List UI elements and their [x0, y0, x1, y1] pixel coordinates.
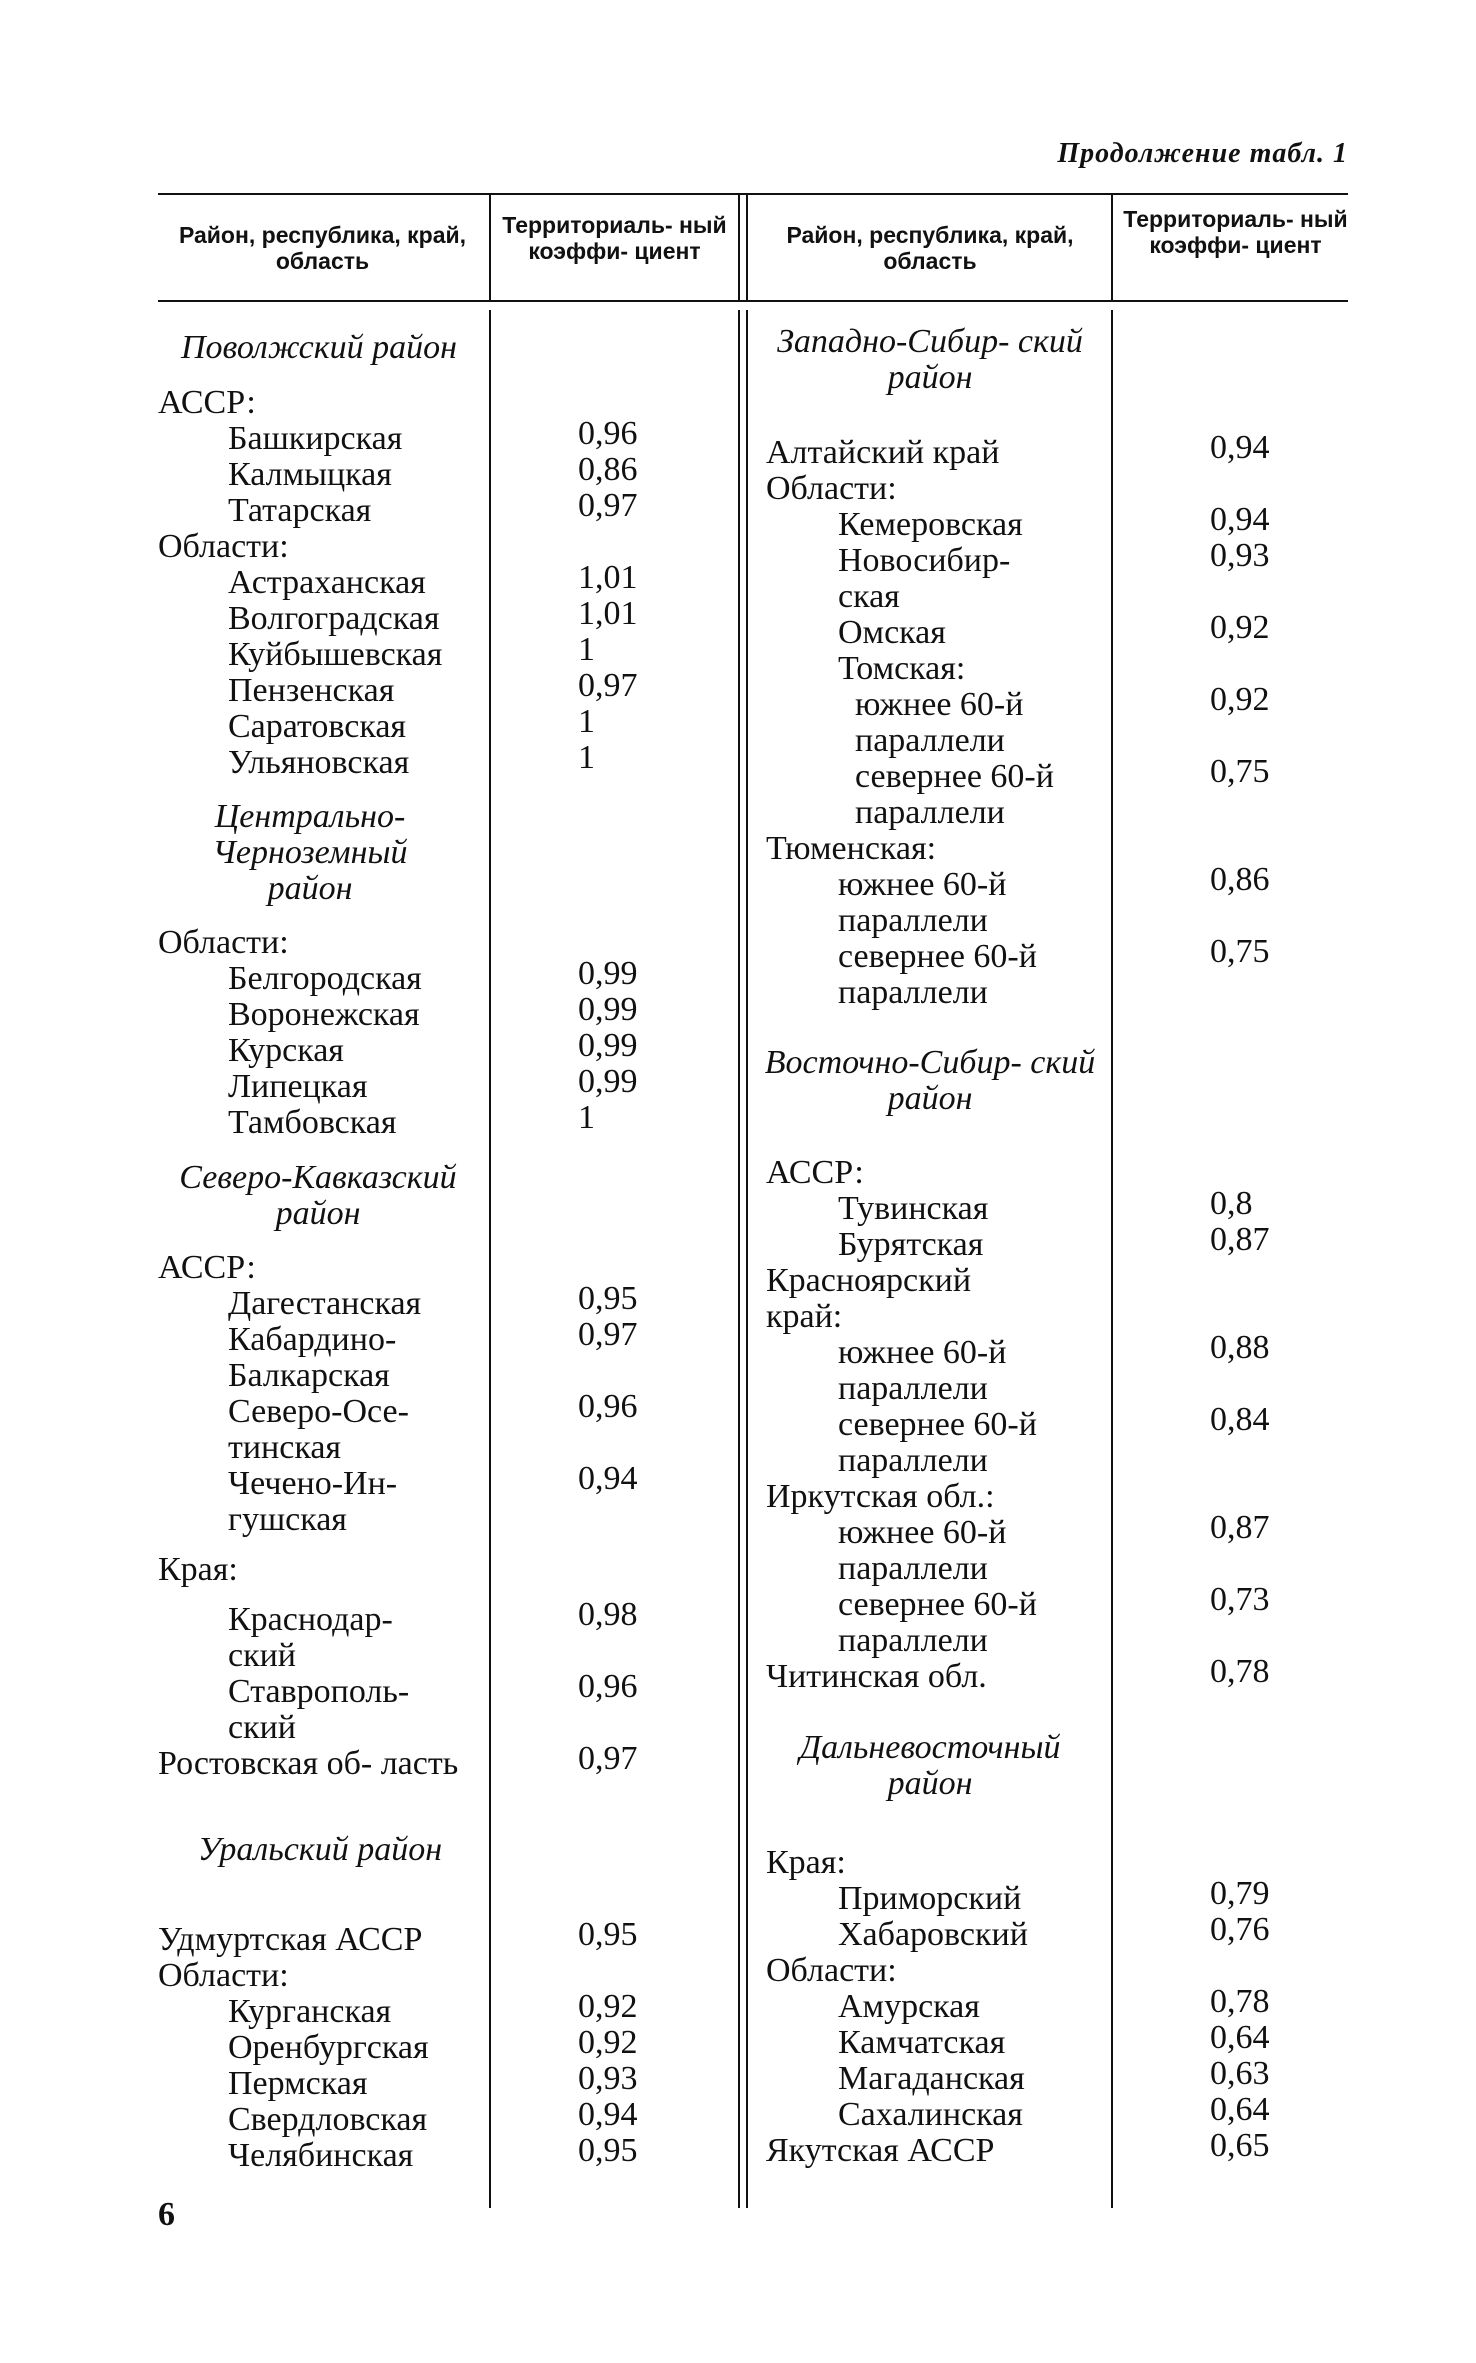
header-divider-left — [489, 193, 491, 300]
row-lipetsk: Липецкая — [228, 1068, 368, 1105]
row-tatar: Татарская — [228, 492, 372, 529]
row-north-ossetia: Северо-Осе- тинская — [228, 1393, 409, 1466]
value-kursk: 0,99 — [578, 1027, 638, 1064]
row-kabardino: Кабардино- Балкарская — [228, 1321, 397, 1394]
row-tambov: Тамбовская — [228, 1104, 397, 1141]
header-region-left: Район, республика, край, область — [178, 222, 467, 274]
header-divider-middle-a — [738, 193, 740, 300]
row-orenburg: Оренбургская — [228, 2029, 429, 2066]
section-fe-title: Дальневосточный район — [799, 1729, 1061, 1802]
ws-oblasti-label: Области: — [766, 470, 897, 507]
row-kemerovo: Кемеровская — [838, 506, 1023, 543]
header-coef-right: Территориаль- ный коэффи- циент — [1123, 206, 1348, 258]
value-saratov: 1 — [578, 703, 595, 740]
value-magadan: 0,63 — [1210, 2055, 1270, 2092]
row-irkutsk-north: севернее 60-й параллели — [838, 1586, 1037, 1659]
value-chita: 0,78 — [1210, 1653, 1270, 1690]
value-tyumen-north: 0,75 — [1210, 933, 1270, 970]
row-kuibyshev: Куйбышевская — [228, 636, 443, 673]
row-primorsky: Приморский — [838, 1880, 1022, 1917]
value-ulyanovsk: 1 — [578, 739, 595, 776]
row-bashkir: Башкирская — [228, 420, 403, 457]
row-kurgan: Курганская — [228, 1993, 392, 2030]
value-omsk: 0,92 — [1210, 609, 1270, 646]
value-voronezh: 0,99 — [578, 991, 638, 1028]
value-volgograd: 1,01 — [578, 595, 638, 632]
row-voronezh: Воронежская — [228, 996, 420, 1033]
header-coef-left: Территориаль- ный коэффи- циент — [502, 212, 727, 264]
row-altai: Алтайский край — [766, 434, 1000, 471]
value-tomsk-north: 0,75 — [1210, 753, 1270, 790]
row-perm: Пермская — [228, 2065, 368, 2102]
value-tyumen-south: 0,86 — [1210, 861, 1270, 898]
irkutsk-label: Иркутская обл.: — [766, 1478, 995, 1515]
value-tambov: 1 — [578, 1099, 595, 1136]
section-es-title: Восточно-Сибир- ский район — [764, 1044, 1096, 1117]
row-tomsk-south: южнее 60-й параллели — [855, 686, 1024, 759]
value-kurgan: 0,92 — [578, 1988, 638, 2025]
section-nc-title: Северо-Кавказский район — [179, 1159, 457, 1232]
row-krasnoyarsk-north: севернее 60-й параллели — [838, 1406, 1037, 1479]
row-kamchatka: Камчатская — [838, 2024, 1006, 2061]
table-caption: Продолжение табл. 1 — [1057, 138, 1348, 169]
krasnoyarsk-label: Красноярский край: — [766, 1262, 972, 1335]
row-chelyabinsk: Челябинская — [228, 2137, 414, 2174]
row-tomsk-north: севернее 60-й параллели — [855, 758, 1054, 831]
row-volgograd: Волгоградская — [228, 600, 440, 637]
header-divider-right — [1111, 193, 1113, 300]
header-divider-middle-b — [746, 193, 748, 300]
ural-oblasti-label: Области: — [158, 1957, 289, 1994]
table-header-rule — [158, 300, 1348, 302]
value-krasnoyarsk-north: 0,84 — [1210, 1401, 1270, 1438]
tomsk-label: Томская: — [838, 650, 966, 687]
row-rostov: Ростовская об- ласть — [158, 1745, 459, 1782]
value-tuva: 0,8 — [1210, 1185, 1253, 1222]
value-krasnoyarsk-south: 0,88 — [1210, 1329, 1270, 1366]
row-kursk: Курская — [228, 1032, 344, 1069]
value-irkutsk-south: 0,87 — [1210, 1509, 1270, 1546]
column-divider-middle-a — [738, 310, 740, 2208]
value-orenburg: 0,92 — [578, 2024, 638, 2061]
row-novosibirsk: Новосибир- ская — [838, 542, 1011, 615]
fe-kraya-label: Края: — [766, 1844, 846, 1881]
value-tatar: 0,97 — [578, 487, 638, 524]
value-stavropol: 0,96 — [578, 1668, 638, 1705]
fe-oblasti-label: Области: — [766, 1952, 897, 1989]
value-primorsky: 0,79 — [1210, 1875, 1270, 1912]
value-astrakhan: 1,01 — [578, 559, 638, 596]
value-chelyabinsk: 0,95 — [578, 2132, 638, 2169]
section-cche-title: Центрально- Черноземный район — [212, 798, 408, 907]
es-assr-label: АССР: — [766, 1154, 864, 1191]
row-penza: Пензенская — [228, 672, 395, 709]
row-astrakhan: Астраханская — [228, 564, 426, 601]
value-irkutsk-north: 0,73 — [1210, 1581, 1270, 1618]
row-ulyanovsk: Ульяновская — [228, 744, 410, 781]
value-novosibirsk: 0,93 — [1210, 537, 1270, 574]
value-krasnodar: 0,98 — [578, 1596, 638, 1633]
row-chechen-ingush: Чечено-Ин- гушская — [228, 1465, 398, 1538]
row-omsk: Омская — [838, 614, 946, 651]
value-buryat: 0,87 — [1210, 1221, 1270, 1258]
value-udmurt: 0,95 — [578, 1916, 638, 1953]
row-khabarovsk: Хабаровский — [838, 1916, 1028, 1953]
cche-oblasti-label: Области: — [158, 924, 289, 961]
section-volga-title: Поволжский район — [181, 329, 457, 366]
row-amur: Амурская — [838, 1988, 980, 2025]
value-kalmyk: 0,86 — [578, 451, 638, 488]
value-north-ossetia: 0,96 — [578, 1388, 638, 1425]
value-penza: 0,97 — [578, 667, 638, 704]
table-top-rule — [158, 193, 1348, 195]
value-kemerovo: 0,94 — [1210, 501, 1270, 538]
row-krasnoyarsk-south: южнее 60-й параллели — [838, 1334, 1007, 1407]
value-perm: 0,93 — [578, 2060, 638, 2097]
header-region-right: Район, республика, край, область — [786, 222, 1074, 274]
section-ws-title: Западно-Сибир- ский район — [777, 323, 1083, 396]
row-saratov: Саратовская — [228, 708, 407, 745]
row-sakhalin: Сахалинская — [838, 2096, 1023, 2133]
column-divider-middle-b — [746, 310, 748, 2208]
value-kabardino: 0,97 — [578, 1316, 638, 1353]
volga-assr-label: АССР: — [158, 384, 256, 421]
tyumen-label: Тюменская: — [766, 830, 937, 867]
value-tomsk-south: 0,92 — [1210, 681, 1270, 718]
row-udmurt: Удмуртская АССР — [158, 1921, 423, 1958]
value-khabarovsk: 0,76 — [1210, 1911, 1270, 1948]
value-belgorod: 0,99 — [578, 955, 638, 992]
row-yakut: Якутская АССР — [766, 2132, 995, 2169]
row-dagestan: Дагестанская — [228, 1285, 422, 1322]
value-dagestan: 0,95 — [578, 1280, 638, 1317]
row-chita: Читинская обл. — [766, 1658, 987, 1695]
nc-assr-label: АССР: — [158, 1249, 256, 1286]
value-sverdlovsk: 0,94 — [578, 2096, 638, 2133]
row-irkutsk-south: южнее 60-й параллели — [838, 1514, 1007, 1587]
column-divider-left — [489, 310, 491, 2208]
row-belgorod: Белгородская — [228, 960, 422, 997]
volga-oblasti-label: Области: — [158, 528, 289, 565]
value-sakhalin: 0,64 — [1210, 2091, 1270, 2128]
row-kalmyk: Калмыцкая — [228, 456, 392, 493]
row-tyumen-north: севернее 60-й параллели — [838, 938, 1037, 1011]
section-ural-title: Уральский район — [197, 1831, 443, 1868]
column-divider-right — [1111, 310, 1113, 2208]
value-kuibyshev: 1 — [578, 631, 595, 668]
nc-kraya-label: Края: — [158, 1551, 238, 1588]
row-tyumen-south: южнее 60-й параллели — [838, 866, 1007, 939]
row-magadan: Магаданская — [838, 2060, 1025, 2097]
row-sverdlovsk: Свердловская — [228, 2101, 428, 2138]
row-tuva: Тувинская — [838, 1190, 989, 1227]
row-stavropol: Ставрополь- ский — [228, 1673, 410, 1746]
value-kamchatka: 0,64 — [1210, 2019, 1270, 2056]
value-bashkir: 0,96 — [578, 415, 638, 452]
value-yakut: 0,65 — [1210, 2127, 1270, 2164]
value-amur: 0,78 — [1210, 1983, 1270, 2020]
value-rostov: 0,97 — [578, 1740, 638, 1777]
page-number: 6 — [158, 2196, 175, 2233]
row-buryat: Бурятская — [838, 1226, 984, 1263]
value-lipetsk: 0,99 — [578, 1063, 638, 1100]
value-chechen-ingush: 0,94 — [578, 1460, 638, 1497]
row-krasnodar: Краснодар- ский — [228, 1601, 393, 1674]
value-altai: 0,94 — [1210, 429, 1270, 466]
